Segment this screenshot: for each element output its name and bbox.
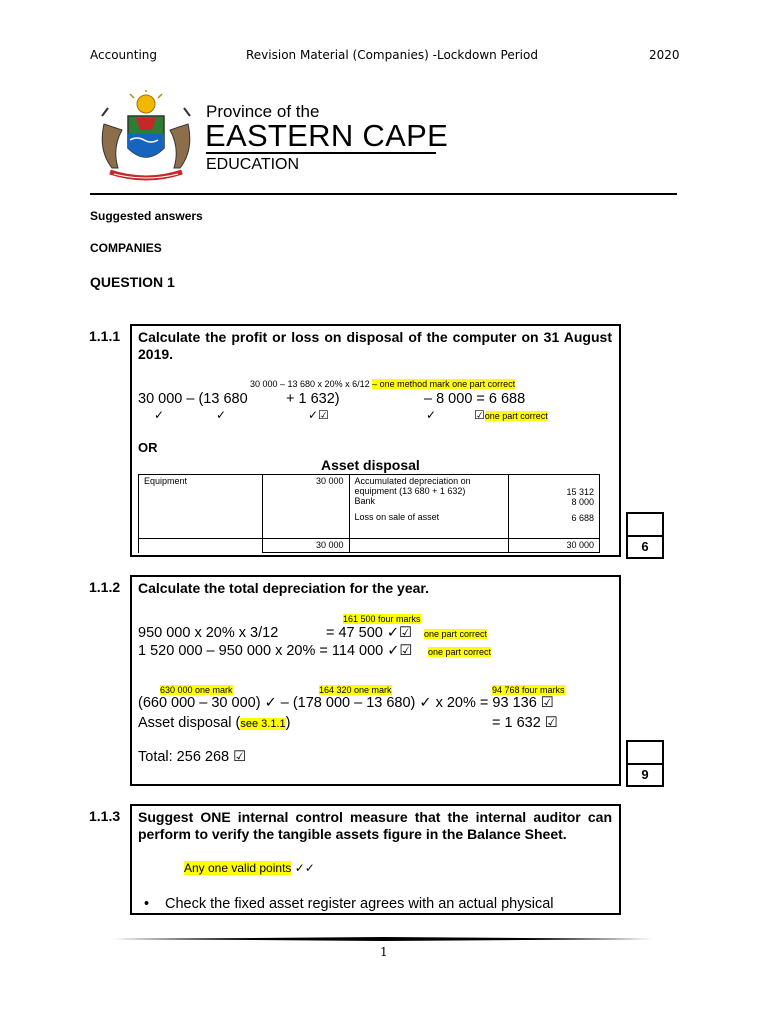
header-rule — [90, 193, 677, 195]
q111-one-part-highlight: one part correct — [484, 411, 548, 421]
tick-icon: ✓✓ — [294, 861, 315, 875]
tick-icon: ✓ — [216, 408, 227, 422]
q112-line4-ref: see 3.1.1 — [240, 718, 286, 730]
q112-line2: 1 520 000 – 950 000 x 20% = 114 000 ✓☑ — [138, 643, 413, 659]
q112-line4 — [138, 715, 290, 731]
q112-line4-right: = 1 632 ☑ — [492, 715, 558, 731]
ledger-right-amounts — [509, 475, 600, 539]
q111-number: 1.1.1 — [89, 328, 121, 344]
q111-answer-box — [130, 324, 621, 557]
q112-line1-right: = 47 500 ✓☑ — [326, 625, 413, 641]
q112-one-part-2: one part correct — [428, 647, 492, 657]
tick-icon: ✓ — [426, 408, 437, 422]
ledger-right-amount-3: 6 688 — [571, 513, 594, 523]
logo-line-education: EDUCATION — [206, 156, 300, 173]
q112-one-part-1: one part correct — [424, 629, 488, 639]
q111-calc-b: + 1 632) — [286, 391, 340, 407]
q112-hl-c: 94 768 four marks — [492, 685, 565, 695]
q111-calc-c: – 8 000 = 6 688 — [424, 391, 526, 407]
q113-prompt: Suggest ONE internal control measure that the internal auditor can perform to verify the tangible assets figure in the Balance Sheet. — [138, 809, 612, 842]
q111-note — [250, 379, 515, 389]
q112-line4-a: Asset disposal ( — [138, 715, 241, 731]
box-tick-icon: ☑ — [474, 408, 485, 422]
q112-line3: (660 000 – 30 000) ✓ – (178 000 – 13 680) ✓ x 20% = 93 136 ☑ — [138, 695, 554, 711]
footer-rule — [114, 928, 654, 931]
page-number: 1 — [380, 945, 388, 959]
ledger-right-amount-1: 15 312 — [566, 487, 594, 497]
q112-hl-four: 161 500 four marks — [343, 614, 421, 624]
q112-prompt: Calculate the total depreciation for the year. — [138, 580, 429, 596]
header-subject: Accounting — [90, 48, 158, 62]
tick-box-icon: ✓☑ — [308, 408, 329, 422]
ledger-left-label: Equipment — [139, 475, 263, 539]
logo-divider — [206, 152, 436, 154]
ledger-total-left: 30 000 — [262, 539, 349, 553]
question-heading: QUESTION 1 — [90, 274, 175, 290]
ledger-title: Asset disposal — [321, 457, 420, 473]
q111-one-part — [474, 408, 548, 422]
q111-marks: 6 — [641, 539, 649, 554]
ledger-total-row — [139, 539, 600, 553]
logo-line-eastern-cape: EASTERN CAPE — [205, 118, 449, 153]
q112-number: 1.1.2 — [89, 579, 121, 595]
bullet-icon: • — [144, 896, 150, 912]
q112-total: Total: 256 268 ☑ — [138, 749, 247, 765]
q113-number: 1.1.3 — [89, 808, 121, 824]
q113-valid-highlight: Any one valid points — [184, 861, 292, 875]
coat-of-arms-icon — [90, 90, 202, 186]
q113-valid — [184, 861, 315, 875]
q111-prompt: Calculate the profit or loss on disposal of the computer on 31 August 2019. — [138, 329, 612, 362]
q113-bullet: Check the fixed asset register agrees with an actual physical — [165, 896, 554, 912]
q112-answer-box — [130, 575, 621, 786]
ledger-right-labels — [349, 475, 508, 539]
suggested-answers-label: Suggested answers — [90, 209, 203, 223]
q111-note-highlight: – one method mark one part correct — [372, 379, 516, 389]
q111-note-formula: 30 000 – 13 680 x 20% x 6/12 — [250, 379, 370, 389]
q112-line4-b: ) — [285, 715, 291, 731]
ledger-right-label-2: Bank — [354, 496, 376, 506]
header-year: 2020 — [649, 48, 680, 62]
q112-hl-a: 630 000 one mark — [160, 685, 233, 695]
q113-answer-box — [130, 804, 621, 915]
ledger-row — [139, 475, 600, 539]
q111-marks-box — [626, 512, 664, 559]
ledger-total-right: 30 000 — [509, 539, 600, 553]
logo-line-province: Province of the — [206, 102, 320, 121]
q112-hl-b: 164 320 one mark — [319, 685, 392, 695]
asset-disposal-ledger — [138, 474, 600, 553]
ledger-right-amount-2: 8 000 — [571, 497, 594, 507]
ledger-left-amount: 30 000 — [262, 475, 349, 539]
q111-or: OR — [138, 440, 158, 455]
q112-marks: 9 — [641, 767, 649, 782]
q112-marks-box — [626, 740, 664, 787]
header-title: Revision Material (Companies) -Lockdown Period — [246, 48, 538, 62]
topic-label: COMPANIES — [90, 241, 162, 255]
ledger-right-label-1: Accumulated depreciation on equipment (13 680 + 1 632) — [354, 476, 471, 496]
tick-icon: ✓ — [154, 408, 165, 422]
ledger-right-label-3: Loss on sale of asset — [354, 512, 440, 522]
q112-line1-left: 950 000 x 20% x 3/12 — [138, 625, 279, 641]
q111-calc-a: 30 000 – (13 680 — [138, 391, 248, 407]
